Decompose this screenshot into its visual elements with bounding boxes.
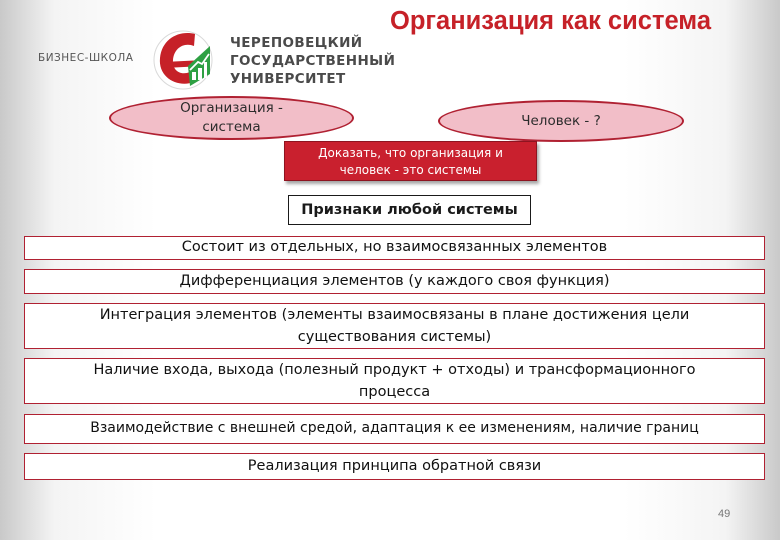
university-logo-icon	[150, 26, 216, 92]
university-name-line-2: ГОСУДАРСТВЕННЫЙ	[230, 53, 396, 69]
prove-statement-box	[284, 141, 537, 181]
feature-separate-elements: Состоит из отдельных, но взаимосвязанных элементов	[24, 236, 765, 260]
feature-feedback: Реализация принципа обратной связи	[24, 453, 765, 480]
organization-oval-line-1: Организация -	[180, 100, 283, 116]
feature-environment-interaction: Взаимодействие с внешней средой, адаптация к ее изменениям, наличие границ	[24, 414, 765, 444]
university-name-line-1: ЧЕРЕПОВЕЦКИЙ	[230, 35, 363, 51]
slide-title: Организация как система	[390, 7, 712, 35]
feature-differentiation: Дифференциация элементов (у каждого своя функция)	[24, 269, 765, 294]
page-number: 49	[718, 508, 731, 520]
prove-line-1: Доказать, что организация и	[318, 146, 503, 160]
university-name-line-3: УНИВЕРСИТЕТ	[230, 71, 346, 87]
feature-integration: Интеграция элементов (элементы взаимосвязаны в плане достижения цели существования системы)	[24, 303, 765, 349]
organization-oval-line-2: система	[202, 119, 261, 135]
feature-input-output: Наличие входа, выхода (полезный продукт + отходы) и трансформационного процесса	[24, 358, 765, 404]
human-question-oval	[438, 100, 684, 142]
organization-system-oval	[109, 96, 354, 140]
human-oval-label: Человек - ?	[521, 112, 601, 129]
prove-line-2: человек - это системы	[339, 163, 482, 177]
business-school-label: БИЗНЕС-ШКОЛА	[38, 52, 134, 64]
system-signs-heading: Признаки любой системы	[288, 195, 531, 225]
